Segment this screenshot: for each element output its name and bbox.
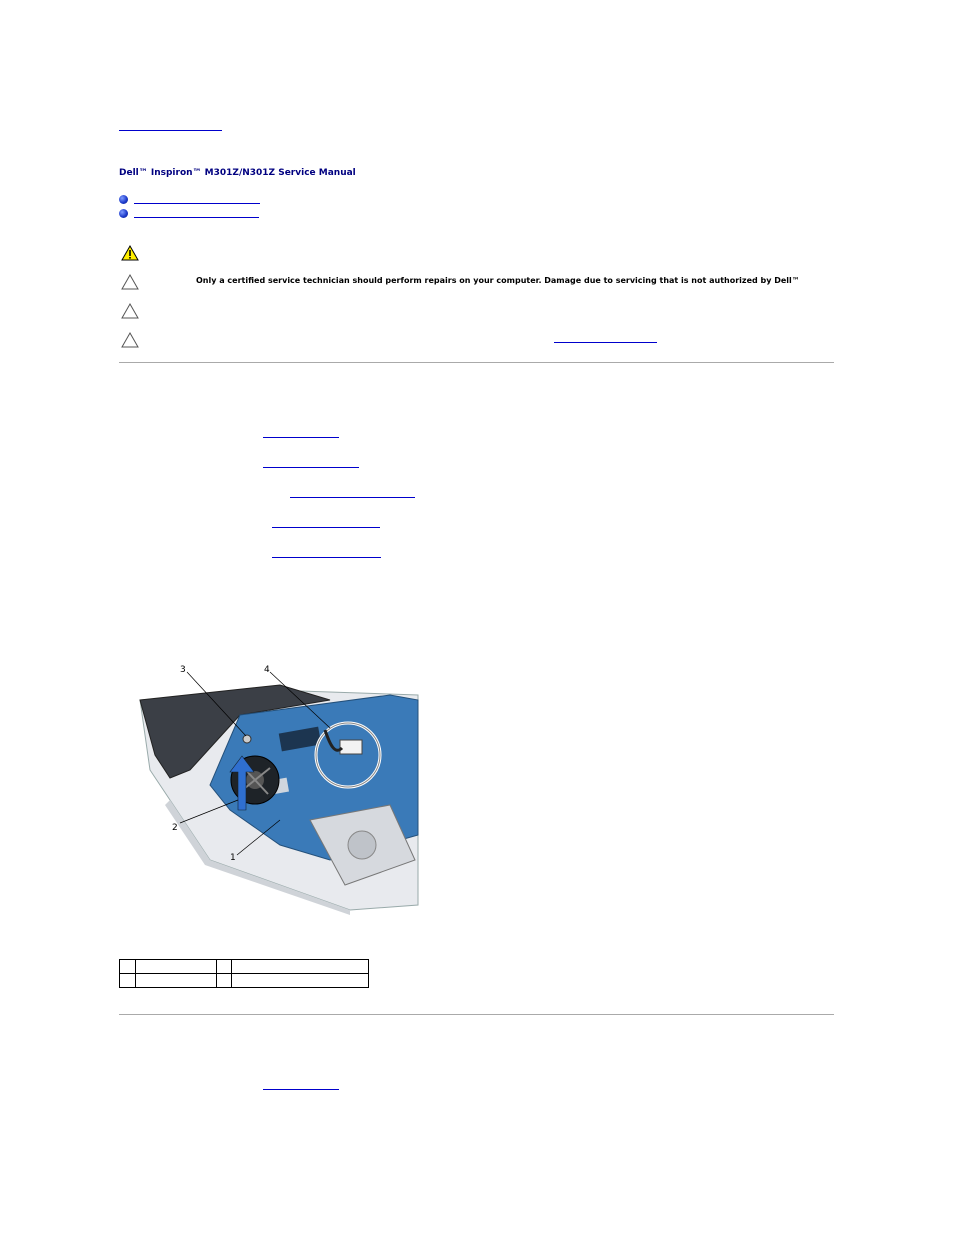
replacing-link[interactable] xyxy=(134,217,259,218)
table-cell xyxy=(120,960,136,974)
bullet-circle-icon xyxy=(119,209,128,218)
caution-notice-text: Only a certified service technician should perform repairs on your computer. Damage due to servicing that is not authorized by Dell™ xyxy=(196,276,800,285)
step-link-5[interactable] xyxy=(272,557,381,558)
callout-3: 3 xyxy=(180,665,186,675)
back-to-contents-link[interactable] xyxy=(119,130,222,131)
table-cell xyxy=(136,974,217,988)
step-link-4[interactable] xyxy=(272,527,380,528)
warning-triangle-icon xyxy=(121,245,139,261)
caution-triangle-icon xyxy=(121,274,139,290)
bullet-circle-icon xyxy=(119,195,128,204)
removing-link[interactable] xyxy=(134,203,260,204)
table-cell xyxy=(217,960,232,974)
table-row xyxy=(120,960,369,974)
section-divider xyxy=(119,362,834,363)
manual-title: Dell™ Inspiron™ M301Z/N301Z Service Manual xyxy=(119,168,356,178)
table-cell xyxy=(120,974,136,988)
caution-reference-link[interactable] xyxy=(554,342,657,343)
replace-step-link[interactable] xyxy=(263,1089,339,1090)
table-row xyxy=(120,974,369,988)
callout-table xyxy=(119,959,369,988)
callout-1: 1 xyxy=(230,853,236,863)
table-cell xyxy=(136,960,217,974)
fan-removal-illustration xyxy=(130,660,420,915)
callout-2: 2 xyxy=(172,823,178,833)
section-divider xyxy=(119,1014,834,1015)
callout-4: 4 xyxy=(264,665,270,675)
step-link-1[interactable] xyxy=(263,437,339,438)
caution-triangle-icon xyxy=(121,303,139,319)
table-cell xyxy=(232,974,369,988)
table-cell xyxy=(232,960,369,974)
table-cell xyxy=(217,974,232,988)
caution-triangle-icon xyxy=(121,332,139,348)
step-link-3[interactable] xyxy=(290,497,415,498)
step-link-2[interactable] xyxy=(263,467,359,468)
